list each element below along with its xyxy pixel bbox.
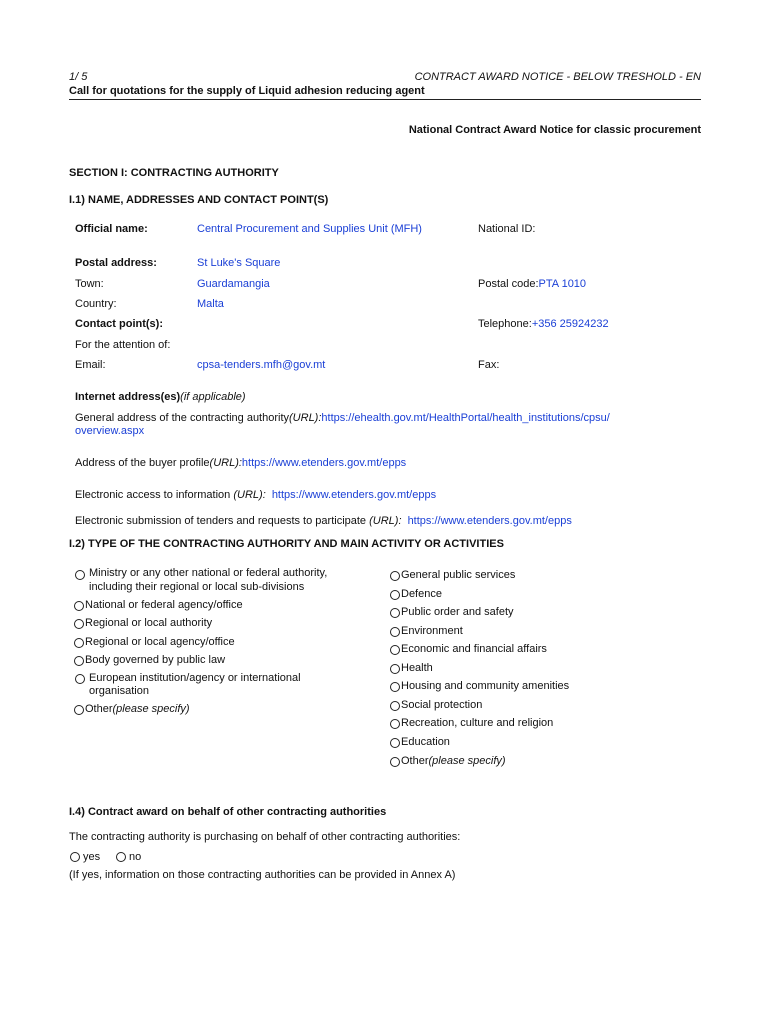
type-european-label: European institution/agency or international (89, 672, 301, 684)
type-regional-agency-label: Regional or local agency/office (85, 636, 235, 648)
subsection-heading: I.1) NAME, ADDRESSES AND CONTACT POINT(S) (69, 194, 329, 206)
general-address-link-cont[interactable]: overview.aspx (75, 425, 145, 437)
electronic-submission-link[interactable]: https://www.etenders.gov.mt/epps (407, 515, 572, 527)
activity-education-label: Education (401, 736, 450, 748)
contact-label: Contact point(s): (75, 318, 163, 330)
type-ministry-label-cont: including their regional or local sub-divisions (89, 581, 305, 593)
internet-label-note: (if applicable) (180, 391, 246, 403)
general-address-label: General address of the contracting authority (75, 412, 290, 424)
radio-health[interactable] (390, 664, 400, 674)
radio-environment[interactable] (390, 627, 400, 637)
general-address-link[interactable]: https://ehealth.gov.mt/HealthPortal/health_institutions/cpsu/ (321, 412, 610, 424)
postal-code-value: PTA 1010 (538, 278, 587, 290)
no-label: no (129, 851, 142, 863)
radio-defence[interactable] (390, 590, 400, 600)
type-ministry-label: Ministry or any other national or federal authority, (89, 567, 328, 579)
radio-regional-agency[interactable] (74, 638, 84, 648)
page-number: 1/ 5 (69, 71, 88, 83)
activity-health-label: Health (401, 662, 433, 674)
activity-other-note: (please specify) (428, 755, 506, 767)
official-name-label: Official name: (75, 223, 148, 235)
radio-social[interactable] (390, 701, 400, 711)
type-public-law-label: Body governed by public law (85, 654, 226, 666)
activity-public-order-label: Public order and safety (401, 606, 514, 618)
radio-no[interactable] (116, 852, 126, 862)
radio-economic[interactable] (390, 645, 400, 655)
telephone-value: +356 25924232 (531, 318, 609, 330)
radio-national[interactable] (74, 601, 84, 611)
radio-housing[interactable] (390, 682, 400, 692)
country-label: Country: (75, 298, 117, 310)
behalf-heading: I.4) Contract award on behalf of other contracting authorities (69, 806, 387, 818)
activity-general-label: General public services (401, 569, 516, 581)
radio-european[interactable] (75, 674, 85, 684)
radio-activity-other[interactable] (390, 757, 400, 767)
postal-code (478, 278, 586, 290)
internet-label: Internet address(es) (75, 391, 181, 403)
email-link[interactable]: cpsa-tenders.mfh@gov.mt (197, 359, 326, 371)
behalf-question: The contracting authority is purchasing on behalf of other contracting authorities: (69, 831, 461, 843)
url-label: (URL): (289, 412, 322, 424)
type-regional-authority-label: Regional or local authority (85, 617, 213, 629)
activity-environment-label: Environment (401, 625, 463, 637)
postal-code-label: Postal code: (478, 278, 539, 290)
type-european-label-cont: organisation (89, 685, 149, 697)
internet-address (75, 391, 246, 403)
radio-general-services[interactable] (390, 571, 400, 581)
buyer-profile-label: Address of the buyer profile (75, 457, 210, 469)
electronic-access-label: Electronic access to information (75, 489, 234, 501)
radio-recreation[interactable] (390, 719, 400, 729)
postal-address-label: Postal address: (75, 257, 157, 269)
activity-social-label: Social protection (401, 699, 483, 711)
activity-defence-label: Defence (401, 588, 442, 600)
activity-economic-label: Economic and financial affairs (401, 643, 547, 655)
buyer-profile (75, 457, 406, 469)
electronic-access (75, 489, 436, 501)
type-other (85, 703, 190, 715)
notice-type: CONTRACT AWARD NOTICE - BELOW TRESHOLD - EN (414, 71, 701, 83)
radio-yes[interactable] (70, 852, 80, 862)
electronic-submission-label: Electronic submission of tenders and requests to participate (75, 515, 370, 527)
official-name-value: Central Procurement and Supplies Unit (MFH) (197, 223, 422, 235)
town-label: Town: (75, 278, 104, 290)
country-value: Malta (197, 298, 224, 310)
radio-ministry[interactable] (75, 570, 85, 580)
buyer-profile-link[interactable]: https://www.etenders.gov.mt/epps (241, 457, 407, 469)
activity-other-label: Other (401, 755, 429, 767)
postal-address-value: St Luke's Square (197, 257, 281, 269)
electronic-access-link[interactable]: https://www.etenders.gov.mt/epps (271, 489, 437, 501)
radio-public-law[interactable] (74, 656, 84, 666)
town-value: Guardamangia (197, 278, 270, 290)
radio-education[interactable] (390, 738, 400, 748)
type-activity-heading: I.2) TYPE OF THE CONTRACTING AUTHORITY AND MAIN ACTIVITY OR ACTIVITIES (69, 538, 504, 550)
electronic-submission (75, 515, 572, 527)
telephone (478, 318, 609, 330)
yes-label: yes (83, 851, 101, 863)
email-label: Email: (75, 359, 106, 371)
notice-title: Call for quotations for the supply of Liquid adhesion reducing agent (69, 85, 425, 97)
activity-housing-label: Housing and community amenities (401, 680, 570, 692)
activity-recreation-label: Recreation, culture and religion (401, 717, 554, 729)
annex-note: (If yes, information on those contracting authorities can be provided in Annex A) (69, 869, 456, 881)
header-divider (69, 99, 701, 100)
radio-regional-authority[interactable] (74, 619, 84, 629)
national-id-label: National ID: (478, 223, 536, 235)
url-label: (URL): (233, 489, 269, 501)
telephone-label: Telephone: (478, 318, 532, 330)
type-national-label: National or federal agency/office (85, 599, 243, 611)
url-label: (URL): (369, 515, 405, 527)
url-label: (URL): (209, 457, 242, 469)
section-heading: SECTION I: CONTRACTING AUTHORITY (69, 167, 279, 179)
radio-type-other[interactable] (74, 705, 84, 715)
radio-public-order[interactable] (390, 608, 400, 618)
attention-label: For the attention of: (75, 339, 171, 351)
notice-subtitle: National Contract Award Notice for classic procurement (408, 124, 701, 136)
activity-other (401, 755, 506, 767)
fax-label: Fax: (478, 359, 500, 371)
type-other-label: Other (85, 703, 113, 715)
type-other-note: (please specify) (112, 703, 190, 715)
general-address (75, 412, 610, 424)
